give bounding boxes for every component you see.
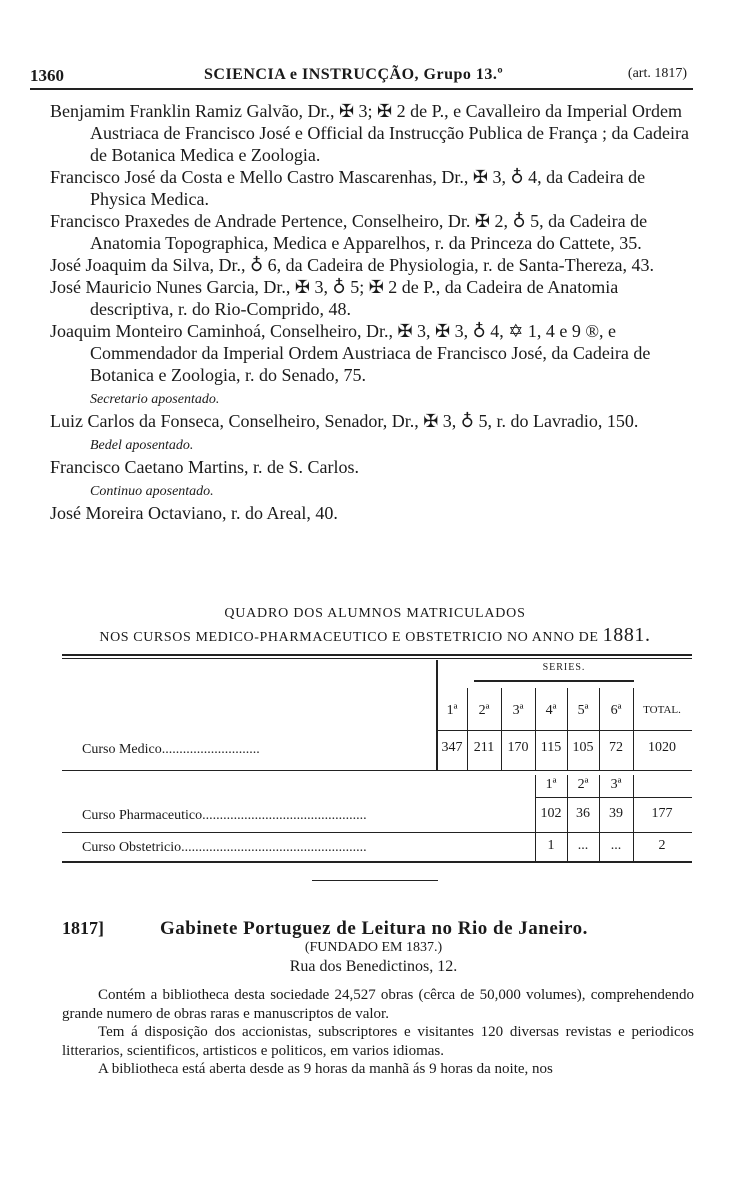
section-label: Continuo aposentado. xyxy=(90,484,214,499)
table-cell: ... xyxy=(610,838,622,853)
table-cell: 115 xyxy=(540,740,562,755)
table-rule xyxy=(62,770,692,771)
table-cell: 1 xyxy=(547,838,555,853)
list-item: Francisco Caetano Martins, r. de S. Carlos. xyxy=(50,457,359,477)
list-item: José Moreira Octaviano, r. do Areal, 40. xyxy=(50,503,338,523)
leader-dots: ............................ xyxy=(161,742,260,757)
series-label: SERIES. xyxy=(542,662,586,673)
table-rule xyxy=(62,654,692,656)
column-divider xyxy=(567,688,568,770)
table-cell: 39 xyxy=(609,806,623,821)
table-cell: 170 xyxy=(507,740,529,755)
column-header: 1ª xyxy=(446,703,458,718)
table-cell: 2 xyxy=(658,838,666,853)
table-cell: 177 xyxy=(651,806,673,821)
series-brace xyxy=(474,680,634,682)
article-number: 1817] xyxy=(62,918,104,938)
section-label: Bedel aposentado. xyxy=(90,438,194,453)
table-row-label xyxy=(82,742,260,758)
table-cell: 105 xyxy=(572,740,594,755)
header-rule xyxy=(30,88,693,90)
founded-note: (FUNDADO EM 1837.) xyxy=(304,940,443,955)
section-heading: Gabinete Portuguez de Leitura no Rio de Janeiro. xyxy=(160,918,588,939)
list-item: Francisco José da Costa e Mello Castro Mascarenhas, Dr., ✠ 3, ♁ 4, da Cadeira de Physica Medica. xyxy=(50,167,646,209)
paragraph: A bibliotheca está aberta desde as 9 horas da manhã ás 9 horas da noite, nos xyxy=(98,1061,553,1077)
row-label: Curso Obstetricio xyxy=(82,840,182,855)
list-item: Benjamim Franklin Ramiz Galvão, Dr., ✠ 3; ✠ 2 de P., e Cavalleiro da Imperial Ordem Austriaca de Francisco José e Official da Instrucção Publica de França ; da Cadeira de Botanica Medica e Zoologia. xyxy=(50,101,689,165)
column-divider xyxy=(633,688,634,770)
paragraph: Tem á disposição dos accionistas, subscriptores e visitantes 120 diversas revistas e periodicos litterarios, scientificos, artisticos e politicos, em varios idiomas. xyxy=(62,1024,694,1059)
column-header: 2ª xyxy=(478,703,490,718)
list-item: José Joaquim da Silva, Dr., ♁ 6, da Cadeira de Physiologia, r. de Santa-Thereza, 43. xyxy=(50,255,655,275)
page-title: SCIENCIA e INSTRUCÇÃO, Grupo 13.º xyxy=(204,66,504,83)
column-divider xyxy=(467,688,468,770)
list-item: José Mauricio Nunes Garcia, Dr., ✠ 3, ♁ 5; ✠ 2 de P., da Cadeira de Anatomia descriptiva, r. do Rio-Comprido, 48. xyxy=(50,277,619,319)
column-header: TOTAL. xyxy=(643,704,681,716)
street-address: Rua dos Benedictinos, 12. xyxy=(289,958,458,975)
paragraph: Contém a bibliotheca desta sociedade 24,527 obras (cêrca de 50,000 volumes), comprehendendo grande numero de obras raras e manuscriptos de valor. xyxy=(62,987,694,1022)
leader-dots: ..................................................... xyxy=(181,840,367,855)
table-cell: 1020 xyxy=(648,740,676,755)
table-cell: 347 xyxy=(441,740,463,755)
column-header: 2ª xyxy=(577,777,589,792)
header-row-rule xyxy=(436,730,692,731)
column-divider xyxy=(501,688,502,770)
table-title: QUADRO DOS ALUMNOS MATRICULADOS xyxy=(224,606,526,621)
column-divider xyxy=(599,688,600,770)
table-rule xyxy=(62,861,692,863)
table-subtitle-text: NOS CURSOS MEDICO-PHARMACEUTICO E OBSTETRICIO NO ANNO DE xyxy=(99,630,599,645)
table-cell: 211 xyxy=(473,740,495,755)
table-year: 1881. xyxy=(602,624,651,646)
faculty-list xyxy=(50,100,700,524)
column-divider xyxy=(535,688,536,770)
section-label: Secretario aposentado. xyxy=(90,392,220,407)
table-row-label xyxy=(82,808,367,824)
list-item: Joaquim Monteiro Caminhoá, Conselheiro, Dr., ✠ 3, ✠ 3, ♁ 4, ✡ 1, 4 e 9 ®, e Commendador da Imperial Ordem Austriaca de Francisco José, da Cadeira de Botanica e Zoologia, r. do Senado, 75. xyxy=(50,321,651,385)
table-cell: 72 xyxy=(609,740,623,755)
table-row-label xyxy=(82,840,367,856)
page-header xyxy=(30,66,687,90)
page-number: 1360 xyxy=(30,66,64,85)
column-header: 4ª xyxy=(545,703,557,718)
section-divider xyxy=(312,880,438,881)
table-cell: 102 xyxy=(540,806,562,821)
leader-dots: ............................................... xyxy=(202,808,367,823)
column-header: 6ª xyxy=(610,703,622,718)
article-reference: (art. 1817) xyxy=(627,66,687,81)
table-cell: ... xyxy=(577,838,589,853)
list-item: Francisco Praxedes de Andrade Pertence, Conselheiro, Dr. ✠ 2, ♁ 5, da Cadeira de Anatomia Topographica, Medica e Apparelhos, r. da Princeza do Cattete, 35. xyxy=(50,211,648,253)
header-row-rule xyxy=(535,797,692,798)
row-label: Curso Pharmaceutico xyxy=(82,808,203,823)
row-label: Curso Medico xyxy=(82,742,162,757)
column-header: 1ª xyxy=(545,777,557,792)
column-header: 3ª xyxy=(512,703,524,718)
table-subtitle xyxy=(60,624,690,647)
column-header: 5ª xyxy=(577,703,589,718)
table-rule xyxy=(62,658,692,659)
list-item: Luiz Carlos da Fonseca, Conselheiro, Senador, Dr., ✠ 3, ♁ 5, r. do Lavradio, 150. xyxy=(50,411,639,431)
column-header: 3ª xyxy=(610,777,622,792)
table-rule xyxy=(62,832,692,833)
table-cell: 36 xyxy=(576,806,590,821)
